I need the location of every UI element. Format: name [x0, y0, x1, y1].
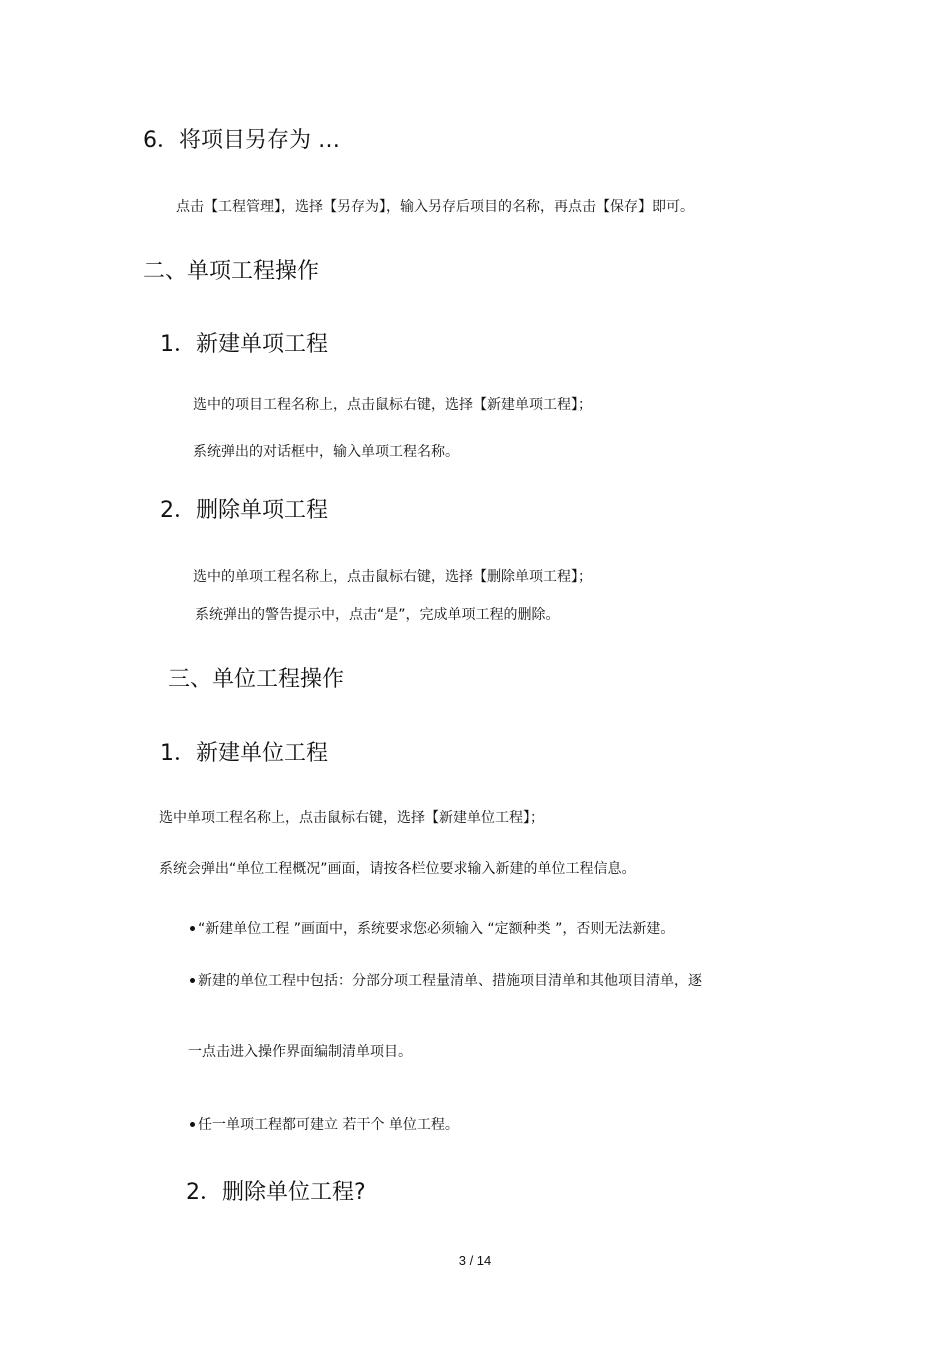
paragraph-new-unit-2: 系统会弹出“单位工程概况”画面，请按各栏位要求输入新建的单位工程信息。	[159, 861, 636, 877]
section-heading-save-as: 6．将项目另存为 …	[143, 128, 340, 153]
page-number: 3 / 14	[458, 1253, 492, 1268]
subheading-delete-single-item: 2．删除单项工程	[160, 498, 328, 523]
bullet-item	[190, 1118, 459, 1132]
paragraph-delete-single-item-1: 选中的单项工程名称上，点击鼠标右键，选择【删除单项工程】；	[193, 569, 592, 585]
subheading-new-single-item: 1．新建单项工程	[160, 332, 328, 357]
paragraph-new-single-item-2: 系统弹出的对话框中，输入单项工程名称。	[193, 444, 459, 460]
bullet-dot-icon	[190, 1122, 195, 1127]
subheading-new-unit: 1．新建单位工程	[160, 741, 328, 766]
bullet-dot-icon	[190, 926, 195, 931]
bullet-dot-icon	[190, 978, 195, 983]
bullet-item	[190, 974, 702, 988]
paragraph-delete-single-item-2: 系统弹出的警告提示中，点击“是”，完成单项工程的删除。	[195, 607, 560, 623]
bullet-item	[190, 922, 674, 936]
part-heading-unit: 三、单位工程操作	[168, 667, 345, 692]
bullet-text: 任一单项工程都可建立 若干个 单位工程。	[198, 1117, 459, 1133]
subheading-delete-unit: 2．删除单位工程?	[186, 1180, 366, 1205]
paragraph-new-single-item-1: 选中的项目工程名称上，点击鼠标右键，选择【新建单项工程】；	[193, 397, 592, 413]
paragraph-new-unit-1: 选中单项工程名称上，点击鼠标右键，选择【新建单位工程】；	[159, 810, 544, 826]
bullet-continuation: 一点击进入操作界面编制清单项目。	[188, 1044, 412, 1060]
paragraph-save-as-step: 点击【工程管理】，选择【另存为】，输入另存后项目的名称，再点击【保存】即可。	[176, 199, 694, 215]
bullet-text: 新建的单位工程中包括：分部分项工程量清单、措施项目清单和其他项目清单，逐	[198, 973, 702, 989]
bullet-text: “新建单位工程 ”画面中，系统要求您必须输入 “定额种类 ”，否则无法新建。	[198, 921, 675, 937]
part-heading-single-item: 二、单项工程操作	[143, 259, 320, 284]
